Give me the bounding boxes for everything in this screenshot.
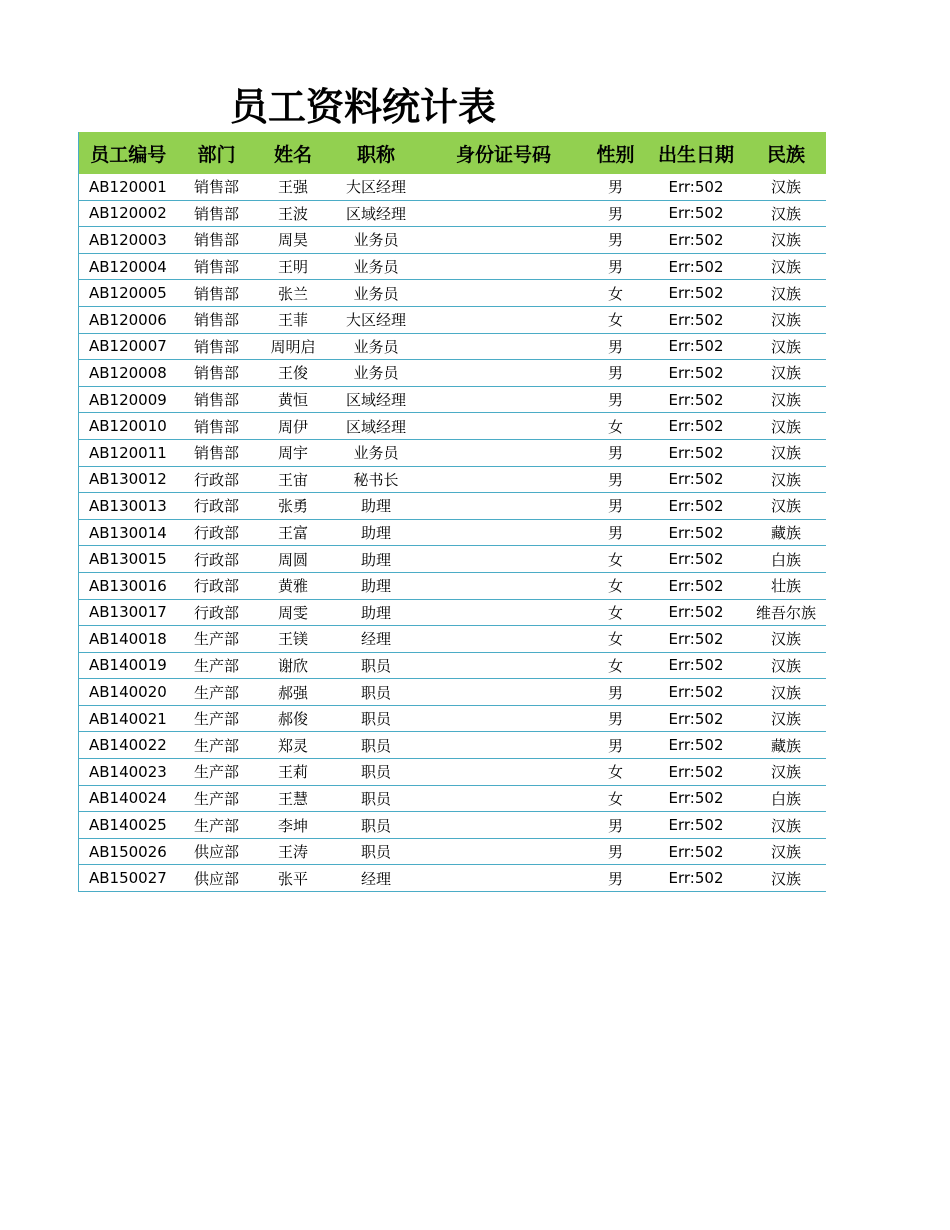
cell-gender[interactable]: 男 [586, 705, 646, 732]
header-name[interactable]: 姓名 [256, 132, 331, 174]
cell-gender[interactable]: 男 [586, 519, 646, 546]
cell-id-number[interactable] [422, 333, 586, 360]
cell-department[interactable]: 行政部 [178, 572, 256, 599]
cell-employee-id[interactable]: AB130015 [79, 546, 178, 573]
cell-birth-date[interactable]: Err:502 [646, 174, 747, 200]
cell-employee-id[interactable]: AB140024 [79, 785, 178, 812]
cell-birth-date[interactable]: Err:502 [646, 652, 747, 679]
cell-birth-date[interactable]: Err:502 [646, 360, 747, 387]
cell-gender[interactable]: 男 [586, 466, 646, 493]
table-row [79, 360, 826, 387]
cell-employee-id[interactable]: AB140025 [79, 812, 178, 839]
cell-department[interactable]: 行政部 [178, 599, 256, 626]
cell-gender[interactable]: 男 [586, 386, 646, 413]
cell-employee-id[interactable]: AB120009 [79, 386, 178, 413]
cell-title[interactable]: 区域经理 [331, 386, 422, 413]
cell-id-number[interactable] [422, 519, 586, 546]
cell-birth-date[interactable]: Err:502 [646, 227, 747, 254]
cell-employee-id[interactable]: AB130016 [79, 572, 178, 599]
cell-employee-id[interactable]: AB130017 [79, 599, 178, 626]
cell-id-number[interactable] [422, 306, 586, 333]
table-row [79, 599, 826, 626]
table-row [79, 333, 826, 360]
cell-name[interactable]: 王莉 [256, 759, 331, 786]
cell-gender[interactable]: 女 [586, 280, 646, 307]
cell-id-number[interactable] [422, 759, 586, 786]
cell-ethnicity[interactable]: 汉族 [747, 413, 826, 440]
cell-department[interactable]: 销售部 [178, 227, 256, 254]
cell-title[interactable]: 业务员 [331, 227, 422, 254]
cell-name[interactable]: 郝强 [256, 679, 331, 706]
table-row [79, 626, 826, 653]
cell-gender[interactable]: 男 [586, 253, 646, 280]
cell-name[interactable]: 王镁 [256, 626, 331, 653]
cell-employee-id[interactable]: AB130014 [79, 519, 178, 546]
cell-name[interactable]: 李坤 [256, 812, 331, 839]
cell-gender[interactable]: 女 [586, 626, 646, 653]
cell-department[interactable]: 供应部 [178, 838, 256, 865]
header-employee-id[interactable]: 员工编号 [79, 132, 178, 174]
cell-ethnicity[interactable]: 汉族 [747, 253, 826, 280]
cell-id-number[interactable] [422, 439, 586, 466]
cell-name[interactable]: 王俊 [256, 360, 331, 387]
cell-title[interactable]: 助理 [331, 546, 422, 573]
cell-title[interactable]: 业务员 [331, 333, 422, 360]
cell-ethnicity[interactable]: 汉族 [747, 200, 826, 227]
header-birth-date[interactable]: 出生日期 [646, 132, 747, 174]
table-row [79, 386, 826, 413]
cell-title[interactable]: 职员 [331, 785, 422, 812]
cell-title[interactable]: 经理 [331, 865, 422, 892]
cell-gender[interactable]: 男 [586, 439, 646, 466]
cell-department[interactable]: 销售部 [178, 439, 256, 466]
table-row [79, 413, 826, 440]
cell-employee-id[interactable]: AB120005 [79, 280, 178, 307]
cell-ethnicity[interactable]: 汉族 [747, 386, 826, 413]
cell-department[interactable]: 销售部 [178, 174, 256, 200]
table-row [79, 572, 826, 599]
cell-birth-date[interactable]: Err:502 [646, 546, 747, 573]
cell-ethnicity[interactable]: 汉族 [747, 759, 826, 786]
cell-birth-date[interactable]: Err:502 [646, 200, 747, 227]
cell-id-number[interactable] [422, 466, 586, 493]
cell-birth-date[interactable]: Err:502 [646, 838, 747, 865]
cell-birth-date[interactable]: Err:502 [646, 732, 747, 759]
table-row [79, 679, 826, 706]
cell-department[interactable]: 销售部 [178, 333, 256, 360]
header-row [79, 132, 826, 174]
cell-title[interactable]: 秘书长 [331, 466, 422, 493]
cell-name[interactable]: 王菲 [256, 306, 331, 333]
cell-name[interactable]: 王涛 [256, 838, 331, 865]
cell-gender[interactable]: 女 [586, 759, 646, 786]
cell-birth-date[interactable]: Err:502 [646, 865, 747, 892]
table-row [79, 838, 826, 865]
cell-id-number[interactable] [422, 572, 586, 599]
cell-department[interactable]: 生产部 [178, 785, 256, 812]
cell-department[interactable]: 销售部 [178, 386, 256, 413]
cell-department[interactable]: 行政部 [178, 519, 256, 546]
cell-id-number[interactable] [422, 705, 586, 732]
cell-ethnicity[interactable]: 汉族 [747, 439, 826, 466]
cell-birth-date[interactable]: Err:502 [646, 493, 747, 520]
cell-gender[interactable]: 男 [586, 493, 646, 520]
cell-department[interactable]: 生产部 [178, 652, 256, 679]
cell-gender[interactable]: 男 [586, 865, 646, 892]
cell-ethnicity[interactable]: 汉族 [747, 333, 826, 360]
cell-title[interactable]: 业务员 [331, 280, 422, 307]
cell-birth-date[interactable]: Err:502 [646, 519, 747, 546]
table-row [79, 812, 826, 839]
cell-gender[interactable]: 女 [586, 652, 646, 679]
cell-id-number[interactable] [422, 652, 586, 679]
cell-employee-id[interactable]: AB140019 [79, 652, 178, 679]
cell-department[interactable]: 生产部 [178, 679, 256, 706]
cell-department[interactable]: 行政部 [178, 493, 256, 520]
cell-employee-id[interactable]: AB120011 [79, 439, 178, 466]
cell-title[interactable]: 助理 [331, 572, 422, 599]
cell-employee-id[interactable]: AB140023 [79, 759, 178, 786]
cell-id-number[interactable] [422, 413, 586, 440]
cell-ethnicity[interactable]: 汉族 [747, 493, 826, 520]
cell-ethnicity[interactable]: 白族 [747, 546, 826, 573]
table-row [79, 785, 826, 812]
cell-gender[interactable]: 男 [586, 732, 646, 759]
cell-title[interactable]: 区域经理 [331, 200, 422, 227]
cell-birth-date[interactable]: Err:502 [646, 599, 747, 626]
cell-name[interactable]: 张勇 [256, 493, 331, 520]
cell-name[interactable]: 王宙 [256, 466, 331, 493]
cell-gender[interactable]: 女 [586, 413, 646, 440]
table-row [79, 493, 826, 520]
cell-department[interactable]: 销售部 [178, 280, 256, 307]
cell-gender[interactable]: 男 [586, 174, 646, 200]
cell-title[interactable]: 助理 [331, 519, 422, 546]
cell-title[interactable]: 职员 [331, 652, 422, 679]
cell-name[interactable]: 张平 [256, 865, 331, 892]
cell-birth-date[interactable]: Err:502 [646, 705, 747, 732]
table-row [79, 227, 826, 254]
cell-name[interactable]: 黄雅 [256, 572, 331, 599]
cell-title[interactable]: 大区经理 [331, 174, 422, 200]
cell-id-number[interactable] [422, 626, 586, 653]
cell-id-number[interactable] [422, 200, 586, 227]
cell-title[interactable]: 业务员 [331, 253, 422, 280]
cell-department[interactable]: 生产部 [178, 705, 256, 732]
cell-title[interactable]: 职员 [331, 812, 422, 839]
cell-birth-date[interactable]: Err:502 [646, 812, 747, 839]
cell-id-number[interactable] [422, 386, 586, 413]
sheet-title: 员工资料统计表 [229, 84, 496, 129]
cell-gender[interactable]: 男 [586, 838, 646, 865]
cell-employee-id[interactable]: AB130013 [79, 493, 178, 520]
cell-birth-date[interactable]: Err:502 [646, 572, 747, 599]
table-row [79, 865, 826, 892]
cell-department[interactable]: 生产部 [178, 732, 256, 759]
cell-ethnicity[interactable]: 汉族 [747, 812, 826, 839]
cell-name[interactable]: 王强 [256, 174, 331, 200]
cell-ethnicity[interactable]: 汉族 [747, 679, 826, 706]
cell-id-number[interactable] [422, 812, 586, 839]
cell-employee-id[interactable]: AB150027 [79, 865, 178, 892]
cell-ethnicity[interactable]: 汉族 [747, 174, 826, 200]
cell-employee-id[interactable]: AB150026 [79, 838, 178, 865]
cell-name[interactable]: 王明 [256, 253, 331, 280]
cell-id-number[interactable] [422, 679, 586, 706]
header-department[interactable]: 部门 [178, 132, 256, 174]
cell-birth-date[interactable]: Err:502 [646, 333, 747, 360]
header-title[interactable]: 职称 [331, 132, 422, 174]
cell-title[interactable]: 职员 [331, 732, 422, 759]
cell-name[interactable]: 郝俊 [256, 705, 331, 732]
cell-ethnicity[interactable]: 汉族 [747, 838, 826, 865]
cell-title[interactable]: 业务员 [331, 360, 422, 387]
header-ethnicity[interactable]: 民族 [747, 132, 826, 174]
cell-employee-id[interactable]: AB120007 [79, 333, 178, 360]
cell-employee-id[interactable]: AB120008 [79, 360, 178, 387]
cell-gender[interactable]: 女 [586, 306, 646, 333]
cell-title[interactable]: 职员 [331, 759, 422, 786]
cell-department[interactable]: 销售部 [178, 306, 256, 333]
cell-ethnicity[interactable]: 汉族 [747, 466, 826, 493]
cell-ethnicity[interactable]: 壮族 [747, 572, 826, 599]
cell-department[interactable]: 销售部 [178, 253, 256, 280]
cell-name[interactable]: 王慧 [256, 785, 331, 812]
cell-gender[interactable]: 男 [586, 227, 646, 254]
cell-gender[interactable]: 男 [586, 200, 646, 227]
cell-employee-id[interactable]: AB140020 [79, 679, 178, 706]
cell-employee-id[interactable]: AB120010 [79, 413, 178, 440]
cell-id-number[interactable] [422, 732, 586, 759]
cell-department[interactable]: 销售部 [178, 413, 256, 440]
cell-title[interactable]: 业务员 [331, 439, 422, 466]
cell-id-number[interactable] [422, 599, 586, 626]
cell-name[interactable]: 周圆 [256, 546, 331, 573]
table-row [79, 200, 826, 227]
table-row [79, 759, 826, 786]
cell-birth-date[interactable]: Err:502 [646, 679, 747, 706]
cell-id-number[interactable] [422, 227, 586, 254]
cell-name[interactable]: 王波 [256, 200, 331, 227]
cell-birth-date[interactable]: Err:502 [646, 626, 747, 653]
cell-ethnicity[interactable]: 汉族 [747, 705, 826, 732]
cell-name[interactable]: 周明启 [256, 333, 331, 360]
cell-department[interactable]: 供应部 [178, 865, 256, 892]
cell-title[interactable]: 职员 [331, 705, 422, 732]
cell-birth-date[interactable]: Err:502 [646, 439, 747, 466]
cell-birth-date[interactable]: Err:502 [646, 785, 747, 812]
cell-department[interactable]: 销售部 [178, 360, 256, 387]
cell-employee-id[interactable]: AB120003 [79, 227, 178, 254]
cell-ethnicity[interactable]: 汉族 [747, 360, 826, 387]
cell-title[interactable]: 大区经理 [331, 306, 422, 333]
cell-id-number[interactable] [422, 838, 586, 865]
cell-birth-date[interactable]: Err:502 [646, 280, 747, 307]
cell-department[interactable]: 销售部 [178, 200, 256, 227]
cell-birth-date[interactable]: Err:502 [646, 253, 747, 280]
cell-id-number[interactable] [422, 785, 586, 812]
cell-department[interactable]: 生产部 [178, 626, 256, 653]
cell-department[interactable]: 生产部 [178, 812, 256, 839]
cell-birth-date[interactable]: Err:502 [646, 759, 747, 786]
table-row [79, 439, 826, 466]
cell-name[interactable]: 张兰 [256, 280, 331, 307]
table-row [79, 253, 826, 280]
cell-ethnicity[interactable]: 汉族 [747, 652, 826, 679]
cell-ethnicity[interactable]: 维吾尔族 [747, 599, 826, 626]
cell-id-number[interactable] [422, 493, 586, 520]
cell-name[interactable]: 郑灵 [256, 732, 331, 759]
cell-name[interactable]: 谢欣 [256, 652, 331, 679]
cell-ethnicity[interactable]: 汉族 [747, 280, 826, 307]
cell-employee-id[interactable]: AB130012 [79, 466, 178, 493]
cell-name[interactable]: 周伊 [256, 413, 331, 440]
table-row [79, 546, 826, 573]
cell-employee-id[interactable]: AB120006 [79, 306, 178, 333]
cell-gender[interactable]: 女 [586, 572, 646, 599]
cell-employee-id[interactable]: AB140022 [79, 732, 178, 759]
cell-ethnicity[interactable]: 汉族 [747, 306, 826, 333]
cell-ethnicity[interactable]: 汉族 [747, 626, 826, 653]
cell-ethnicity[interactable]: 藏族 [747, 732, 826, 759]
cell-employee-id[interactable]: AB120004 [79, 253, 178, 280]
cell-birth-date[interactable]: Err:502 [646, 466, 747, 493]
cell-department[interactable]: 行政部 [178, 466, 256, 493]
cell-gender[interactable]: 女 [586, 546, 646, 573]
header-id-number[interactable]: 身份证号码 [422, 132, 586, 174]
cell-gender[interactable]: 女 [586, 785, 646, 812]
table-row [79, 652, 826, 679]
cell-gender[interactable]: 男 [586, 360, 646, 387]
cell-title[interactable]: 区域经理 [331, 413, 422, 440]
table-row [79, 466, 826, 493]
cell-gender[interactable]: 男 [586, 679, 646, 706]
cell-name[interactable]: 周宇 [256, 439, 331, 466]
cell-ethnicity[interactable]: 白族 [747, 785, 826, 812]
cell-title[interactable]: 职员 [331, 838, 422, 865]
cell-name[interactable]: 周雯 [256, 599, 331, 626]
table-row [79, 519, 826, 546]
cell-name[interactable]: 黄恒 [256, 386, 331, 413]
table-row [79, 174, 826, 200]
cell-id-number[interactable] [422, 865, 586, 892]
cell-birth-date[interactable]: Err:502 [646, 413, 747, 440]
cell-employee-id[interactable]: AB120001 [79, 174, 178, 200]
cell-name[interactable]: 王富 [256, 519, 331, 546]
cell-id-number[interactable] [422, 546, 586, 573]
cell-name[interactable]: 周昊 [256, 227, 331, 254]
cell-id-number[interactable] [422, 280, 586, 307]
cell-gender[interactable]: 男 [586, 812, 646, 839]
cell-birth-date[interactable]: Err:502 [646, 306, 747, 333]
cell-ethnicity[interactable]: 汉族 [747, 227, 826, 254]
cell-title[interactable]: 经理 [331, 626, 422, 653]
cell-employee-id[interactable]: AB140021 [79, 705, 178, 732]
cell-department[interactable]: 生产部 [178, 759, 256, 786]
table-row [79, 705, 826, 732]
cell-ethnicity[interactable]: 汉族 [747, 865, 826, 892]
cell-title[interactable]: 助理 [331, 493, 422, 520]
cell-title[interactable]: 职员 [331, 679, 422, 706]
table-row [79, 280, 826, 307]
cell-gender[interactable]: 女 [586, 599, 646, 626]
cell-employee-id[interactable]: AB140018 [79, 626, 178, 653]
cell-ethnicity[interactable]: 藏族 [747, 519, 826, 546]
cell-birth-date[interactable]: Err:502 [646, 386, 747, 413]
table-row [79, 306, 826, 333]
cell-gender[interactable]: 男 [586, 333, 646, 360]
header-gender[interactable]: 性别 [586, 132, 646, 174]
table-row [79, 732, 826, 759]
employee-table [78, 132, 826, 892]
cell-id-number[interactable] [422, 360, 586, 387]
table-body [79, 174, 826, 892]
cell-department[interactable]: 行政部 [178, 546, 256, 573]
cell-id-number[interactable] [422, 253, 586, 280]
cell-id-number[interactable] [422, 174, 586, 200]
cell-employee-id[interactable]: AB120002 [79, 200, 178, 227]
cell-title[interactable]: 助理 [331, 599, 422, 626]
